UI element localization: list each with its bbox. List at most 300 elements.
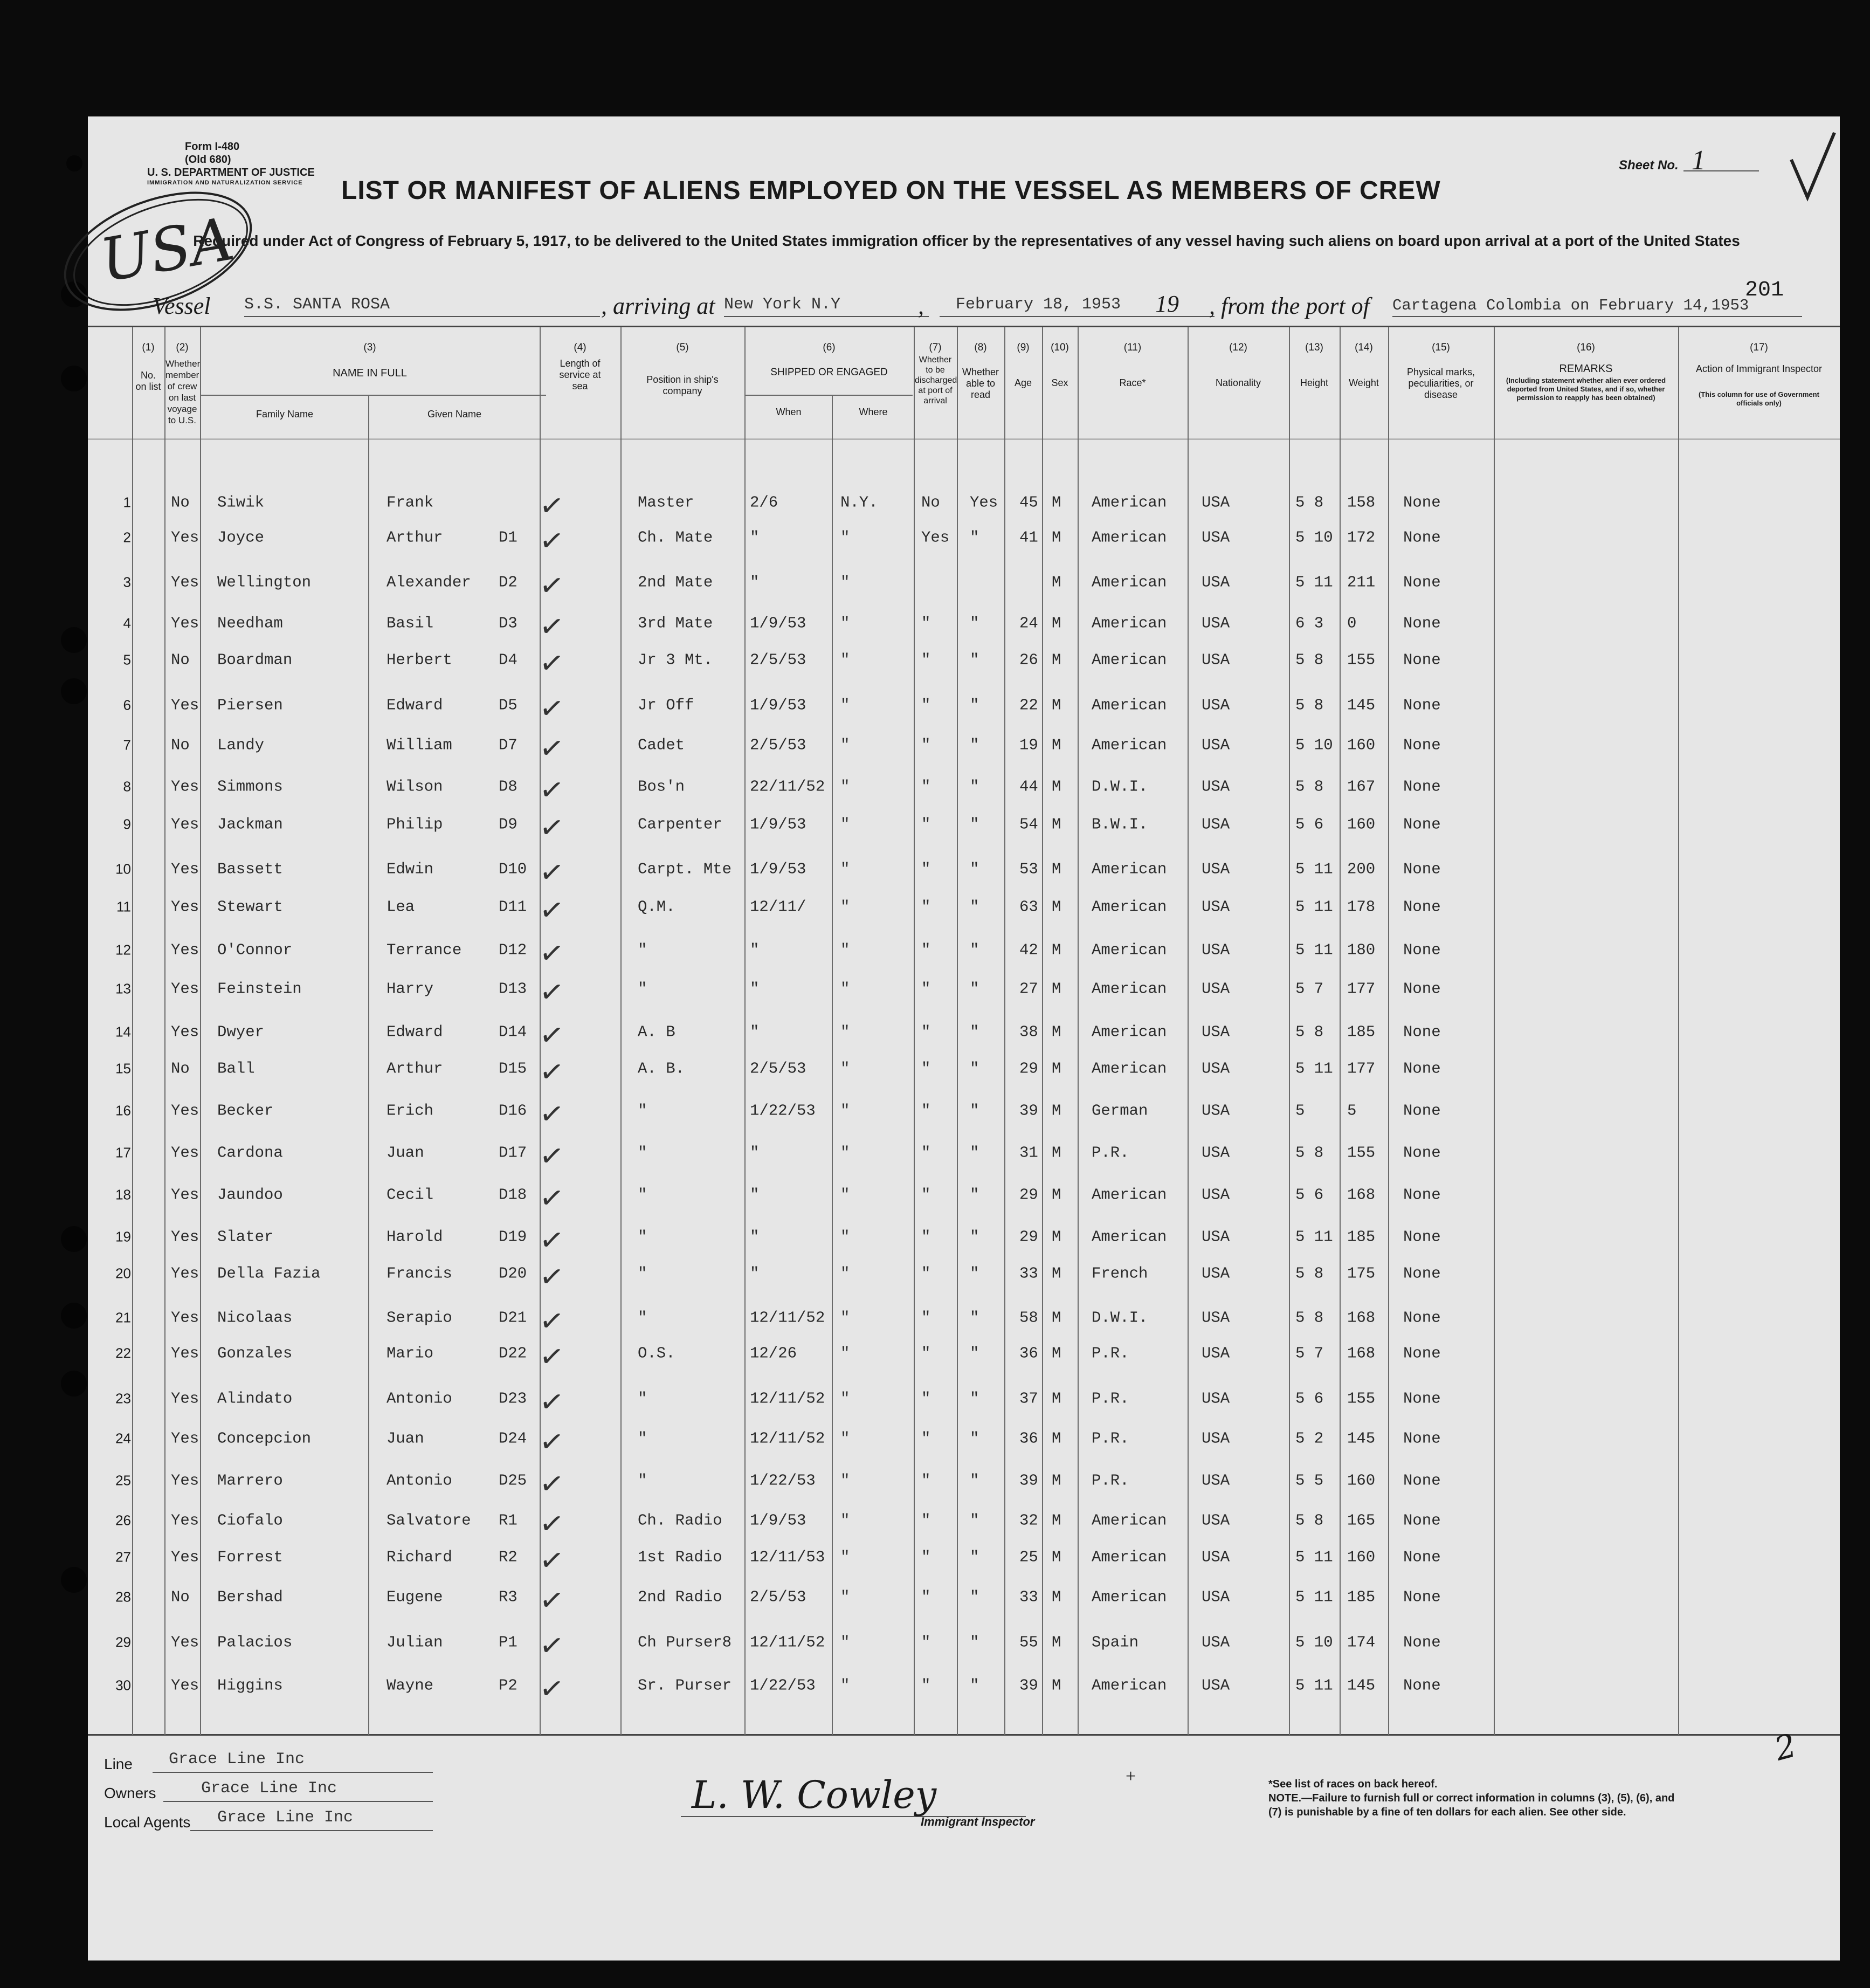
age: 22 — [1019, 696, 1038, 714]
sex: M — [1052, 1023, 1061, 1041]
given-name: Edward — [387, 1023, 443, 1041]
age: 53 — [1019, 860, 1038, 878]
able-to-read: " — [970, 1548, 979, 1566]
punch-hole — [61, 1226, 87, 1252]
nationality: USA — [1202, 696, 1230, 714]
age: 44 — [1019, 778, 1038, 796]
line-label: Line — [104, 1756, 133, 1772]
height: 5 11 — [1295, 1676, 1333, 1695]
crew-code: D10 — [499, 860, 527, 878]
shipped-when: 1/22/53 — [750, 1676, 816, 1695]
member-last-voyage: Yes — [171, 1102, 199, 1120]
family-name: Ball — [217, 1060, 255, 1078]
member-last-voyage: Yes — [171, 1429, 199, 1448]
form-number-block — [147, 140, 315, 187]
family-name: Gonzales — [217, 1344, 293, 1363]
able-to-read: " — [970, 736, 979, 754]
height: 5 11 — [1295, 860, 1333, 878]
weight: 211 — [1347, 573, 1376, 591]
member-last-voyage: No — [171, 1588, 190, 1606]
col-header-remarks-note: (Including statement whether alien ever ordered deported from United States, and if so, whether permission to reapply has been obtained) — [1506, 376, 1666, 402]
row-number: 18 — [115, 1186, 131, 1203]
crew-code: P2 — [499, 1676, 517, 1695]
nationality: USA — [1202, 614, 1230, 632]
able-to-read: " — [970, 1228, 979, 1246]
given-name: Julian — [387, 1633, 443, 1652]
race: American — [1092, 573, 1167, 591]
crew-code: D22 — [499, 1344, 527, 1363]
position: Ch. Radio — [638, 1511, 722, 1530]
shipped-when: 1/22/53 — [750, 1102, 816, 1120]
position: Carpt. Mte — [638, 860, 732, 878]
age: 36 — [1019, 1344, 1038, 1363]
height: 5 8 — [1295, 1309, 1324, 1327]
shipped-when: 12/11/ — [750, 898, 806, 916]
physical-marks: None — [1403, 614, 1441, 632]
sex: M — [1052, 1471, 1061, 1490]
given-name: Alexander — [387, 573, 471, 591]
family-name: Simmons — [217, 778, 283, 796]
position: Sr. Purser — [638, 1676, 732, 1695]
crew-code: D13 — [499, 980, 527, 998]
col-number: (13) — [1305, 342, 1323, 353]
height: 5 11 — [1295, 941, 1333, 959]
form-number: Form I-480 — [185, 141, 240, 153]
shipped-when: " — [750, 980, 760, 998]
position: " — [638, 1389, 647, 1408]
agents-value: Grace Line Inc — [217, 1808, 354, 1827]
able-to-read: " — [970, 980, 979, 998]
family-name: Nicolaas — [217, 1309, 293, 1327]
nationality: USA — [1202, 736, 1230, 754]
shipped-when: " — [750, 1144, 760, 1162]
weight: 155 — [1347, 1389, 1376, 1408]
owners-value: Grace Line Inc — [201, 1779, 337, 1798]
weight: 167 — [1347, 778, 1376, 796]
punch-hole — [61, 1371, 87, 1397]
able-to-read: " — [970, 696, 979, 714]
position: " — [638, 1429, 647, 1448]
column-rule — [1289, 327, 1290, 1735]
weight: 165 — [1347, 1511, 1376, 1530]
given-name: Edward — [387, 696, 443, 714]
physical-marks: None — [1403, 1344, 1441, 1363]
shipped-where: " — [840, 778, 850, 796]
race: American — [1092, 898, 1167, 916]
check-mark: ✓ — [537, 1423, 567, 1461]
arrival-year: 19 — [1155, 291, 1179, 317]
weight: 177 — [1347, 1060, 1376, 1078]
inspector-title: Immigrant Inspector — [921, 1815, 1035, 1828]
crew-code: D24 — [499, 1429, 527, 1448]
form-old-number: (Old 680) — [185, 154, 231, 166]
physical-marks: None — [1403, 860, 1441, 878]
shipped-where: " — [840, 860, 850, 878]
shipped-when: 1/9/53 — [750, 860, 806, 878]
col-number: (16) — [1577, 342, 1595, 353]
sex: M — [1052, 736, 1061, 754]
table-bottom-rule — [88, 1734, 1840, 1736]
penalty-note: NOTE.—Failure to furnish full or correct information in columns (3), (5), (6), and (7) is punishable by a fine of ten dollars for each alien. See other side. — [1268, 1792, 1675, 1818]
col-header-no-on-list: No. on list — [135, 370, 161, 392]
physical-marks: None — [1403, 1102, 1441, 1120]
discharged: No — [921, 493, 940, 512]
weight: 5 — [1347, 1102, 1357, 1120]
row-number: 17 — [115, 1144, 131, 1161]
check-mark: ✓ — [537, 854, 567, 891]
discharged: " — [921, 1429, 931, 1448]
punch-hole — [61, 627, 87, 653]
shipped-when: " — [750, 1186, 760, 1204]
height: 5 6 — [1295, 1186, 1324, 1204]
arriving-label: , arriving at — [601, 293, 715, 319]
initial-mark: 2 — [1770, 1726, 1800, 1769]
position: Master — [638, 493, 694, 512]
service-name: IMMIGRATION AND NATURALIZATION SERVICE — [147, 180, 303, 186]
sex: M — [1052, 1060, 1061, 1078]
weight: 168 — [1347, 1344, 1376, 1363]
physical-marks: None — [1403, 1060, 1441, 1078]
height: 5 11 — [1295, 1588, 1333, 1606]
sex: M — [1052, 1344, 1061, 1363]
shipped-where: " — [840, 528, 850, 547]
sex: M — [1052, 1264, 1061, 1283]
line-field — [153, 1750, 433, 1773]
nationality: USA — [1202, 941, 1230, 959]
age: 38 — [1019, 1023, 1038, 1041]
shipped-when: 12/11/52 — [750, 1309, 825, 1327]
shipped-where: " — [840, 1676, 850, 1695]
discharged: " — [921, 1633, 931, 1652]
physical-marks: None — [1403, 1186, 1441, 1204]
stamp-text: USA — [95, 204, 239, 295]
row-number: 27 — [115, 1549, 131, 1565]
member-last-voyage: No — [171, 651, 190, 669]
member-last-voyage: Yes — [171, 1471, 199, 1490]
shipped-when: 12/26 — [750, 1344, 797, 1363]
row-number: 12 — [115, 941, 131, 958]
discharged: " — [921, 614, 931, 632]
shipped-where: " — [840, 1344, 850, 1363]
sex: M — [1052, 651, 1061, 669]
arrival-port-field — [724, 292, 929, 317]
given-name: Serapio — [387, 1309, 452, 1327]
sex: M — [1052, 1144, 1061, 1162]
position: Ch Purser8 — [638, 1633, 732, 1652]
check-mark: ✓ — [537, 487, 567, 525]
position: " — [638, 1309, 647, 1327]
shipped-where: " — [840, 651, 850, 669]
member-last-voyage: Yes — [171, 1344, 199, 1363]
position: 2nd Mate — [638, 573, 713, 591]
able-to-read: " — [970, 1186, 979, 1204]
position: 1st Radio — [638, 1548, 722, 1566]
discharged: Yes — [921, 528, 950, 547]
family-name: Forrest — [217, 1548, 283, 1566]
col-header-length-service: Length of service at sea — [559, 358, 601, 391]
check-mark: ✓ — [537, 771, 567, 809]
row-number: 22 — [115, 1345, 131, 1361]
vessel-label: Vessel — [153, 293, 211, 319]
row-number: 9 — [123, 816, 131, 833]
row-number: 24 — [115, 1430, 131, 1447]
agents-label: Local Agents — [104, 1814, 191, 1831]
position: " — [638, 1144, 647, 1162]
shipped-when: 1/9/53 — [750, 1511, 806, 1530]
height: 5 8 — [1295, 1511, 1324, 1530]
member-last-voyage: Yes — [171, 1511, 199, 1530]
given-name: Juan — [387, 1429, 424, 1448]
discharged: " — [921, 1264, 931, 1283]
given-name: Harry — [387, 980, 434, 998]
crew-code: D20 — [499, 1264, 527, 1283]
discharged: " — [921, 1676, 931, 1695]
shipped-where: " — [840, 815, 850, 834]
family-name: Jaundoo — [217, 1186, 283, 1204]
column-rule — [620, 327, 622, 1735]
column-rule — [1004, 327, 1005, 1735]
able-to-read: " — [970, 614, 979, 632]
family-name: Needham — [217, 614, 283, 632]
crew-code: D3 — [499, 614, 517, 632]
agents-field — [190, 1808, 433, 1831]
nationality: USA — [1202, 1186, 1230, 1204]
check-mark: ✓ — [537, 644, 567, 682]
nationality: USA — [1202, 1633, 1230, 1652]
given-name: Francis — [387, 1264, 452, 1283]
check-mark: ✓ — [537, 1338, 567, 1375]
age: 24 — [1019, 614, 1038, 632]
discharged: " — [921, 941, 931, 959]
col-number: (14) — [1355, 342, 1373, 353]
height: 6 3 — [1295, 614, 1324, 632]
race: P.R. — [1092, 1344, 1129, 1363]
member-last-voyage: Yes — [171, 1023, 199, 1041]
weight: 180 — [1347, 941, 1376, 959]
discharged: " — [921, 1186, 931, 1204]
sex: M — [1052, 573, 1061, 591]
given-name: Mario — [387, 1344, 434, 1363]
shipped-when: 12/11/52 — [750, 1389, 825, 1408]
given-name: Antonio — [387, 1389, 452, 1408]
physical-marks: None — [1403, 1471, 1441, 1490]
weight: 185 — [1347, 1228, 1376, 1246]
age: 27 — [1019, 980, 1038, 998]
member-last-voyage: Yes — [171, 528, 199, 547]
height: 5 — [1295, 1102, 1305, 1120]
age: 32 — [1019, 1511, 1038, 1530]
shipped-subheader-rule — [746, 395, 913, 396]
column-rule — [1340, 327, 1341, 1735]
able-to-read: " — [970, 860, 979, 878]
given-name: Richard — [387, 1548, 452, 1566]
shipped-where: " — [840, 736, 850, 754]
check-mark: ✓ — [537, 1627, 567, 1664]
sex: M — [1052, 1588, 1061, 1606]
shipped-where: " — [840, 980, 850, 998]
check-mark: ✓ — [537, 1053, 567, 1091]
crew-code: D14 — [499, 1023, 527, 1041]
age: 29 — [1019, 1060, 1038, 1078]
crew-code: D19 — [499, 1228, 527, 1246]
weight: 185 — [1347, 1023, 1376, 1041]
member-last-voyage: Yes — [171, 1228, 199, 1246]
discharged: " — [921, 1060, 931, 1078]
column-rule — [1494, 327, 1495, 1735]
nationality: USA — [1202, 1344, 1230, 1363]
position: Cadet — [638, 736, 685, 754]
check-mark: ✓ — [537, 1505, 567, 1543]
crew-code: D15 — [499, 1060, 527, 1078]
race: American — [1092, 493, 1167, 512]
able-to-read: " — [970, 1309, 979, 1327]
nationality: USA — [1202, 1144, 1230, 1162]
height: 5 7 — [1295, 1344, 1324, 1363]
column-rule — [744, 327, 746, 1735]
weight: 145 — [1347, 1429, 1376, 1448]
weight: 160 — [1347, 736, 1376, 754]
discharged: " — [921, 1102, 931, 1120]
row-number: 15 — [115, 1060, 131, 1077]
sex: M — [1052, 1633, 1061, 1652]
signature-field — [681, 1773, 1026, 1817]
col-number: (3) — [363, 342, 376, 353]
position: Jr 3 Mt. — [638, 651, 713, 669]
shipped-where: " — [840, 1186, 850, 1204]
nationality: USA — [1202, 1389, 1230, 1408]
age: 31 — [1019, 1144, 1038, 1162]
nationality: USA — [1202, 1023, 1230, 1041]
page-number: 201 — [1745, 278, 1784, 302]
discharged: " — [921, 860, 931, 878]
height: 5 8 — [1295, 1023, 1324, 1041]
given-name: Juan — [387, 1144, 424, 1162]
row-number: 1 — [123, 494, 131, 511]
column-rule — [1078, 327, 1079, 1735]
height: 5 2 — [1295, 1429, 1324, 1448]
row-number: 23 — [115, 1390, 131, 1407]
sex: M — [1052, 860, 1061, 878]
line-value: Grace Line Inc — [169, 1750, 305, 1769]
race: American — [1092, 1023, 1167, 1041]
col-header-age: Age — [1014, 377, 1032, 388]
row-number: 26 — [115, 1512, 131, 1529]
physical-marks: None — [1403, 1264, 1441, 1283]
column-rule — [1042, 327, 1043, 1735]
owners-field — [163, 1779, 433, 1802]
age: 41 — [1019, 528, 1038, 547]
sex: M — [1052, 1548, 1061, 1566]
height: 5 8 — [1295, 651, 1324, 669]
family-name: Cardona — [217, 1144, 283, 1162]
able-to-read: " — [970, 528, 979, 547]
column-rule — [132, 327, 133, 1735]
column-rule — [368, 396, 369, 1735]
able-to-read: " — [970, 1633, 979, 1652]
check-mark: ✓ — [537, 567, 567, 604]
shipped-where: " — [840, 1102, 850, 1120]
crew-code: D9 — [499, 815, 517, 834]
discharged: " — [921, 1309, 931, 1327]
sex: M — [1052, 696, 1061, 714]
sex: M — [1052, 1429, 1061, 1448]
position: Q.M. — [638, 898, 675, 916]
col-number: (17) — [1750, 342, 1768, 353]
nationality: USA — [1202, 815, 1230, 834]
from-port-field — [1392, 292, 1802, 317]
physical-marks: None — [1403, 1309, 1441, 1327]
given-name: Arthur — [387, 1060, 443, 1078]
race: D.W.I. — [1092, 1309, 1148, 1327]
plus-mark: + — [1126, 1766, 1136, 1786]
check-mark: ✓ — [537, 934, 567, 972]
family-name: Piersen — [217, 696, 283, 714]
race: American — [1092, 941, 1167, 959]
weight: 155 — [1347, 1144, 1376, 1162]
weight: 200 — [1347, 860, 1376, 878]
member-last-voyage: Yes — [171, 1309, 199, 1327]
discharged: " — [921, 696, 931, 714]
shipped-when: " — [750, 1023, 760, 1041]
physical-marks: None — [1403, 1633, 1441, 1652]
shipped-when: 1/9/53 — [750, 815, 806, 834]
physical-marks: None — [1403, 1511, 1441, 1530]
physical-marks: None — [1403, 528, 1441, 547]
shipped-where: " — [840, 941, 850, 959]
shipped-when: " — [750, 573, 760, 591]
column-rule — [1188, 327, 1189, 1735]
punch-hole — [61, 1567, 87, 1593]
able-to-read: " — [970, 1144, 979, 1162]
shipped-when: 2/6 — [750, 493, 778, 512]
shipped-where: " — [840, 1548, 850, 1566]
given-name: Wayne — [387, 1676, 434, 1695]
row-number: 7 — [123, 737, 131, 753]
col-header-height: Height — [1300, 377, 1329, 388]
col-header-name-in-full: NAME IN FULL — [333, 367, 407, 379]
position: " — [638, 1102, 647, 1120]
check-mark: ✓ — [537, 608, 567, 645]
nationality: USA — [1202, 980, 1230, 998]
row-number: 8 — [123, 778, 131, 795]
discharged: " — [921, 898, 931, 916]
weight: 145 — [1347, 1676, 1376, 1695]
check-mark-large — [1786, 127, 1840, 208]
row-number: 30 — [115, 1677, 131, 1694]
given-name: Harold — [387, 1228, 443, 1246]
weight: 168 — [1347, 1186, 1376, 1204]
able-to-read: " — [970, 1344, 979, 1363]
check-mark: ✓ — [537, 1465, 567, 1503]
age: 55 — [1019, 1633, 1038, 1652]
able-to-read: " — [970, 778, 979, 796]
physical-marks: None — [1403, 1429, 1441, 1448]
sex: M — [1052, 493, 1061, 512]
given-name: Herbert — [387, 651, 452, 669]
member-last-voyage: Yes — [171, 614, 199, 632]
nationality: USA — [1202, 1511, 1230, 1530]
position: 3rd Mate — [638, 614, 713, 632]
col-header-inspector-note: (This column for use of Government officials only) — [1699, 390, 1819, 407]
weight: 175 — [1347, 1264, 1376, 1283]
family-name: Dwyer — [217, 1023, 265, 1041]
given-name: Salvatore — [387, 1511, 471, 1530]
row-number: 6 — [123, 697, 131, 713]
given-name: Eugene — [387, 1588, 443, 1606]
check-mark: ✓ — [537, 891, 567, 929]
row-number: 11 — [116, 898, 131, 915]
sex: M — [1052, 980, 1061, 998]
